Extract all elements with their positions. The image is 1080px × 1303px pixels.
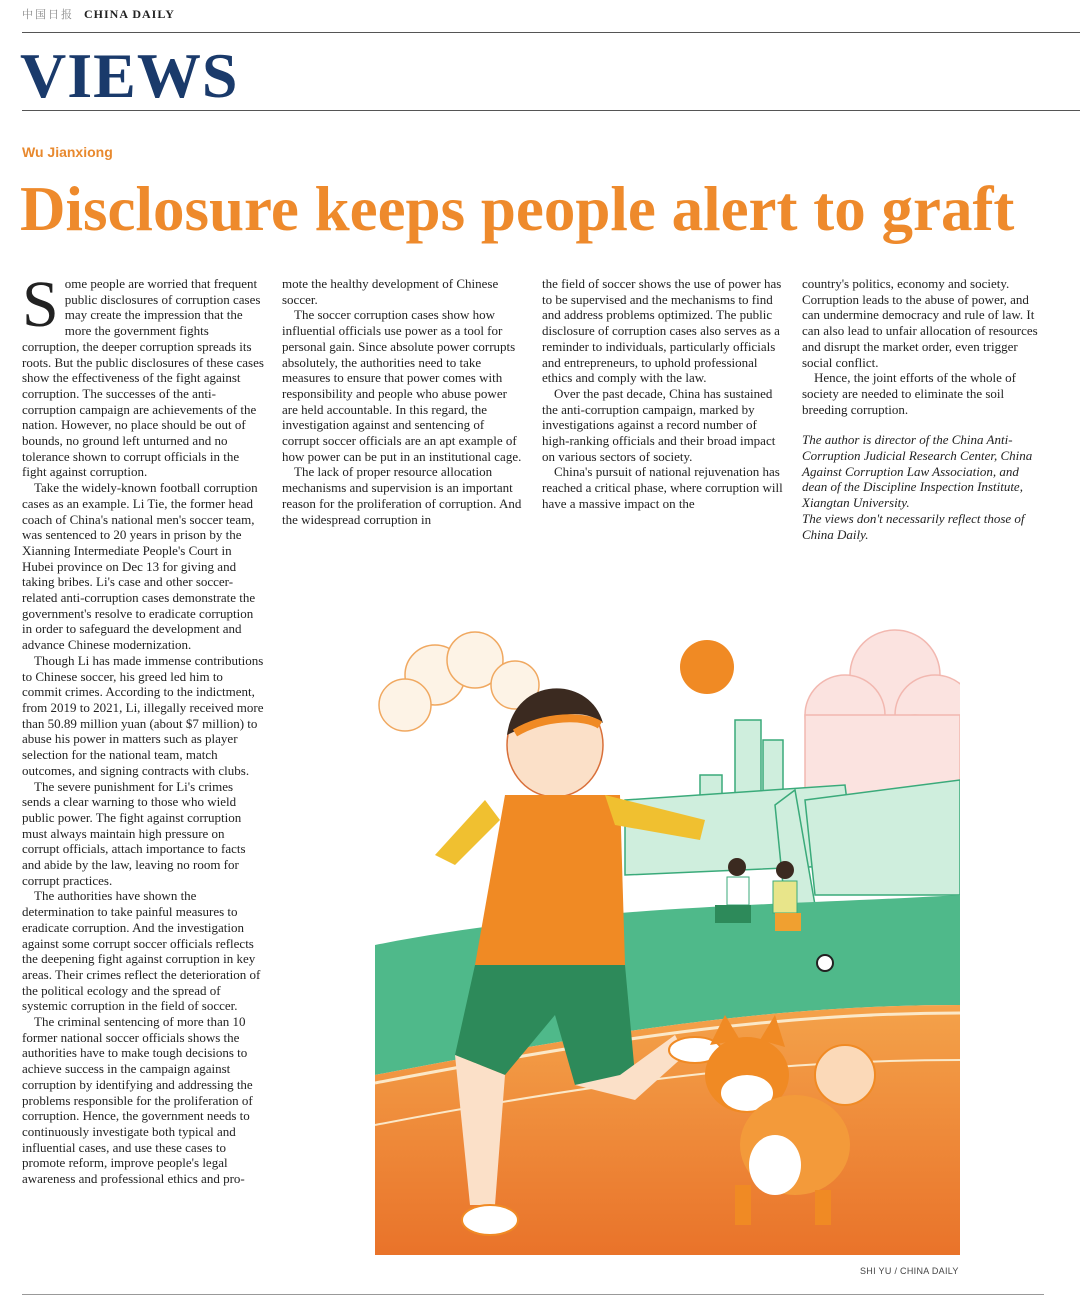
- article-column-2: [282, 276, 524, 527]
- paragraph: Take the widely-known football corruption cases as an example. Li Tie, the former head coach of China's national men's soccer team, was sentenced to 20 years in prison by the Xianning Intermediate People's Court in Hubei province on Dec 13 for giving and taking bribes. Li's case and other soccer-related anti-corruption cases demonstrate the government's resolve to eradicate corruption in order to safeguard the development and advance Chinese modernization.: [22, 480, 258, 653]
- article-column-4: [802, 276, 1044, 542]
- author-bio: [802, 432, 1044, 542]
- illustration: [375, 605, 960, 1255]
- paragraph: Hence, the joint efforts of the whole of society are needed to eliminate the soil breeding corruption.: [802, 370, 1016, 417]
- bottom-divider: [22, 1294, 1044, 1295]
- paragraph: country's politics, economy and society. Corruption leads to the abuse of power, and can undermine democracy and rule of law. It can also lead to unfair allocation of resources and disrupt the market order, even trigger social conflict.: [802, 276, 1038, 370]
- top-divider: [22, 32, 1080, 33]
- article-column-3: [542, 276, 784, 512]
- drop-cap: S: [22, 268, 59, 341]
- paragraph: The authorities have shown the determination to take painful measures to eradicate corruption. And the investigation against some corrupt soccer officials reflects the deepening fight against corruption in key areas. Their crimes reflect the deterioration of the political ecology and the spread of systemic corruption in the field of soccer.: [22, 888, 261, 1014]
- section-divider: [22, 110, 1080, 111]
- paragraph: Though Li has made immense contributions to Chinese soccer, his greed led him to commit crimes. According to the indictment, from 2019 to 2021, Li, illegally received more than 50.89 million yuan (about $7 million) to abuse his power in matters such as player selection for the national team, match outcomes, and signing contracts with clubs.: [22, 652, 264, 778]
- paragraph: mote the healthy development of Chinese soccer.: [282, 276, 499, 307]
- paragraph: the field of soccer shows the use of power has to be supervised and the mechanisms to find and address problems optimized. The public disclosure of corruption cases also serves as a reminder to individuals, particularly officials and entrepreneurs, to uphold professional ethics and comply with the law.: [542, 276, 782, 386]
- paragraph: Over the past decade, China has sustained the anti-corruption campaign, marked by investigations against a record number of high-ranking officials and their broad impact on various sectors of society.: [542, 385, 776, 464]
- headline: Disclosure keeps people alert to graft: [20, 174, 1015, 244]
- author-bio-text: The author is director of the China Anti-Corruption Judicial Research Center, China Against Corruption Law Association, and dean of the Discipline Inspection Institute, Xiangtan University.: [802, 432, 1033, 511]
- paragraph: The criminal sentencing of more than 10 former national soccer officials shows the authorities have to make tough decisions to achieve success in the campaign against corruption by identifying and addressing the problems responsible for the proliferation of corruption. Hence, the government needs to continuously investigate both typical and influential cases, and use these cases to promote reform, improve people's legal awareness and professional ethics and pro-: [22, 1014, 253, 1187]
- paragraph: China's pursuit of national rejuvenation has reached a critical phase, where corruption will have a massive impact on the: [542, 464, 783, 511]
- section-title: VIEWS: [20, 40, 239, 111]
- paragraph: The soccer corruption cases show how influential officials use power as a tool for personal gain. Since absolute power corrupts absolutely, the authorities need to take measures to ensure that power comes with responsibility and people who abuse power are held accountable. In this regard, the investigation against and sentencing of corrupt soccer officials are an apt example of how power can be put in an institutional cage.: [282, 307, 522, 464]
- disclaimer-text: The views don't necessarily reflect those of China Daily.: [802, 510, 1025, 542]
- article-column-1: [22, 268, 264, 1187]
- paragraph: The lack of proper resource allocation mechanisms and supervision is an important reason for the proliferation of corruption. And the widespread corruption in: [282, 464, 522, 527]
- paragraph: The severe punishment for Li's crimes sends a clear warning to those who wield public power. The fight against corruption must always maintain high pressure on corrupt officials, attach importance to facts and abide by the law, leaving no room for corrupt practices.: [22, 778, 246, 888]
- masthead-name: CHINA DAILY: [84, 6, 175, 21]
- sun-shape: [680, 640, 734, 694]
- byline: Wu Jianxiong: [22, 144, 113, 160]
- paragraph: Some people are worried that frequent public disclosures of corruption cases may create the impression that the more the government fights corruption, the deeper corruption spreads its roots. But the public disclosures of these cases show the effectiveness of the fight against corruption. The successes of the anti-corruption campaign are achievements of the nation. However, no place should be out of bounds, no ground left unturned and no tolerance shown to corrupt officials in the fight against corruption.: [22, 268, 264, 480]
- masthead: [22, 4, 175, 24]
- illustration-credit: SHI YU / CHINA DAILY: [860, 1266, 959, 1276]
- masthead-chinese-logo: 中国日报: [22, 8, 74, 21]
